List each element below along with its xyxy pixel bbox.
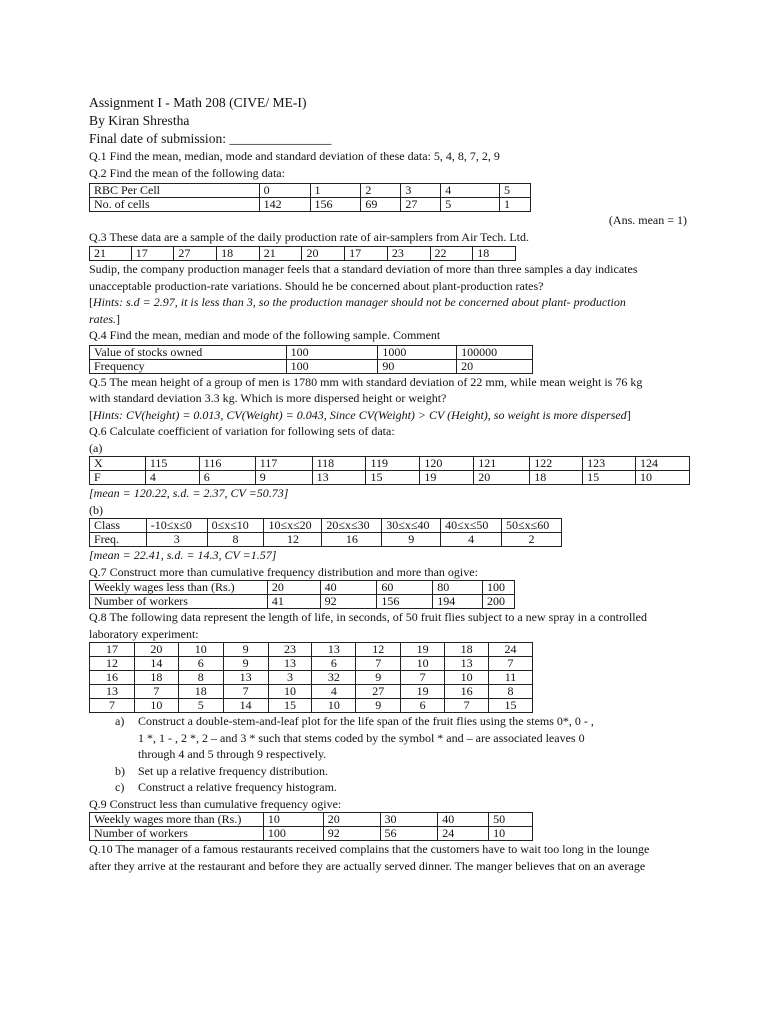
table-cell: 10 (445, 671, 489, 685)
table-row (90, 657, 533, 671)
table-cell: 6 (312, 657, 356, 671)
assignment-page (89, 94, 689, 874)
question-6: Q.6 Calculate coefficient of variation for following sets of data: (89, 424, 395, 438)
table-cell: X (90, 457, 146, 471)
table-cell: 1 (500, 198, 531, 212)
table-cell: 100 (483, 581, 515, 595)
table-cell: 8 (207, 533, 264, 547)
table-cell: 117 (255, 457, 312, 471)
table-row (90, 457, 690, 471)
table-cell: 4 (145, 471, 199, 485)
table-cell: 3 (146, 533, 207, 547)
q8-subquestions (89, 713, 689, 796)
table-cell: 18 (217, 247, 260, 261)
table-cell: 10 (263, 813, 323, 827)
list-item-text: Construct a double-stem-and-leaf plot for the life span of the fruit flies using the stems 0*, 0 - , 1 *, 1 - , 2 *, 2 – and 3 * such that stems coded by the symbol * and – are associated leaves 0 through 4 and 5 through 9 respectively. (138, 714, 594, 761)
list-item-marker: c) (115, 780, 125, 794)
table-cell: 9 (255, 471, 312, 485)
table-cell: 24 (438, 827, 489, 841)
table-cell: 23 (268, 643, 312, 657)
question-7: Q.7 Construct more than cumulative frequency distribution and more than ogive: (89, 564, 478, 579)
table-cell: 10 (268, 685, 312, 699)
question-8-line-2: laboratory experiment: (89, 626, 199, 641)
table-cell: 20 (474, 471, 530, 485)
table-cell: 10 (134, 699, 178, 713)
table-cell: 18 (445, 643, 489, 657)
table-row (90, 595, 515, 609)
table-cell: 15 (489, 699, 533, 713)
table-cell: 13 (312, 471, 366, 485)
table-cell: 200 (483, 595, 515, 609)
table-cell: 7 (134, 685, 178, 699)
table-cell: 156 (310, 198, 361, 212)
table-cell: 11 (489, 671, 533, 685)
table-cell: 10 (178, 643, 223, 657)
table-cell: 60 (377, 581, 433, 595)
table-row (90, 247, 516, 261)
table-cell: 30≤x≤40 (382, 519, 441, 533)
table-row (90, 643, 533, 657)
table-cell: 27 (174, 247, 217, 261)
table-cell: 120 (420, 457, 474, 471)
table-cell: 7 (90, 699, 135, 713)
table-cell: 5 (441, 198, 500, 212)
table-row (90, 533, 562, 547)
table-row (90, 471, 690, 485)
question-3: Q.3 These data are a sample of the daily production rate of air-samplers from Air Tech. Ltd. (89, 229, 529, 244)
table-cell: 20 (302, 247, 345, 261)
table-row (90, 359, 533, 373)
table-cell: 1000 (378, 345, 457, 359)
list-item-text: Construct a relative frequency histogram. (138, 780, 337, 794)
table-cell: 40 (438, 813, 489, 827)
table-cell: 122 (530, 457, 583, 471)
q3-hint-line-2: rates.] (89, 311, 120, 326)
table-cell: 24 (489, 643, 533, 657)
table-cell: 10 (401, 657, 445, 671)
row-header-cell: Freq. (90, 533, 147, 547)
table-cell: 15 (366, 471, 420, 485)
table-cell: 56 (380, 827, 438, 841)
table-cell: 92 (320, 595, 377, 609)
q6a-result: [mean = 120.22, s.d. = 2.37, CV =50.73] (89, 486, 289, 500)
table-cell: 7 (445, 699, 489, 713)
table-cell: 100 (263, 827, 323, 841)
table-row (90, 827, 533, 841)
table-cell: 15 (583, 471, 636, 485)
table-cell: 27 (356, 685, 401, 699)
table-cell: 17 (131, 247, 174, 261)
table-cell: 5 (500, 184, 531, 198)
table-cell: 5 (178, 699, 223, 713)
q6b-result: [mean = 22.41, s.d. = 14.3, CV =1.57] (89, 548, 277, 562)
table-cell: 41 (267, 595, 320, 609)
table-cell: 17 (90, 643, 135, 657)
table-cell: 13 (445, 657, 489, 671)
table-cell: 0≤x≤10 (207, 519, 264, 533)
table-cell: 14 (134, 657, 178, 671)
table-cell: 40≤x≤50 (441, 519, 502, 533)
table-row (90, 519, 562, 533)
table-cell: 6 (401, 699, 445, 713)
table-cell: 9 (356, 699, 401, 713)
table-cell: 69 (361, 198, 401, 212)
table-cell: 7 (223, 685, 268, 699)
table-cell: 119 (366, 457, 420, 471)
table-cell: 10≤x≤20 (264, 519, 322, 533)
table-cell: No. of cells (90, 198, 260, 212)
table-row (90, 685, 533, 699)
table-cell: 18 (473, 247, 516, 261)
table-cell: 10 (312, 699, 356, 713)
list-item (89, 763, 689, 780)
table-cell: 80 (433, 581, 483, 595)
table-cell: 9 (356, 671, 401, 685)
table-row (90, 345, 533, 359)
list-item-marker: a) (115, 714, 125, 728)
q6a-table (89, 456, 690, 485)
q4-table (89, 345, 533, 374)
table-cell: Number of workers (90, 827, 264, 841)
table-cell: 156 (377, 595, 433, 609)
table-cell: Number of workers (90, 595, 268, 609)
table-cell: 118 (312, 457, 366, 471)
table-cell: 14 (223, 699, 268, 713)
list-item-text: Set up a relative frequency distribution. (138, 763, 328, 778)
table-cell: 13 (90, 685, 135, 699)
question-8-line-1: Q.8 The following data represent the length of life, in seconds, of 50 fruit flies subject to a new spray in a controlled (89, 610, 647, 624)
list-item (89, 713, 689, 763)
table-cell: 92 (323, 827, 380, 841)
table-cell: 50≤x≤60 (502, 519, 562, 533)
question-5-line-1: Q.5 The mean height of a group of men is 1780 mm with standard deviation of 22 mm, while mean weight is 76 kg (89, 374, 643, 389)
table-cell: 4 (441, 533, 502, 547)
table-cell: 12 (264, 533, 322, 547)
table-cell: 10 (636, 471, 690, 485)
author-line: By Kiran Shrestha (89, 113, 190, 128)
table-cell: 7 (489, 657, 533, 671)
table-cell: 1 (310, 184, 361, 198)
table-cell: 115 (145, 457, 199, 471)
table-cell: 2 (361, 184, 401, 198)
table-cell: 90 (378, 359, 457, 373)
table-cell: 6 (178, 657, 223, 671)
table-cell: 16 (322, 533, 382, 547)
table-cell: 9 (223, 643, 268, 657)
table-cell: 194 (433, 595, 483, 609)
table-cell: 16 (90, 671, 135, 685)
assignment-title: Assignment I - Math 208 (CIVE/ ME-I) (89, 95, 307, 110)
table-cell: 2 (502, 533, 562, 547)
question-10-line-2: after they arrive at the restaurant and before they are actually served dinner. The manger believes that on an average (89, 858, 646, 873)
table-cell: 20≤x≤30 (322, 519, 382, 533)
table-cell: 30 (380, 813, 438, 827)
table-cell: 8 (489, 685, 533, 699)
table-cell: 40 (320, 581, 377, 595)
table-cell: RBC Per Cell (90, 184, 260, 198)
q3-table (89, 246, 516, 261)
q3-hint-line-1: [Hints: s.d = 2.97, it is less than 3, so the production manager should not be concerned about plant- production (89, 295, 626, 309)
table-cell: 4 (312, 685, 356, 699)
table-cell: 8 (178, 671, 223, 685)
table-row (90, 581, 515, 595)
table-cell: 20 (457, 359, 533, 373)
table-row (90, 198, 531, 212)
table-cell: 9 (223, 657, 268, 671)
q7-table (89, 580, 515, 609)
table-cell: 9 (382, 533, 441, 547)
q6b-table (89, 518, 562, 547)
question-1: Q.1 Find the mean, median, mode and standard deviation of these data: 5, 4, 8, 7, 2, 9 (89, 149, 500, 163)
q2-table (89, 183, 531, 212)
table-cell: 18 (178, 685, 223, 699)
table-cell: Weekly wages more than (Rs.) (90, 813, 264, 827)
q6-part-a-label: (a) (89, 440, 103, 455)
table-cell: 124 (636, 457, 690, 471)
table-cell: -10≤x≤0 (146, 519, 207, 533)
q3-paragraph-line-2: unacceptable production-rate variations. Should he be concerned about plant-production rates? (89, 278, 544, 293)
table-cell: 27 (401, 198, 441, 212)
table-cell: 17 (345, 247, 388, 261)
submission-date-line: Final date of submission: _______________ (89, 131, 332, 146)
q2-answer: (Ans. mean = 1) (608, 213, 687, 227)
question-10-line-1: Q.10 The manager of a famous restaurants received complains that the customers have to wait too long in the lounge (89, 842, 650, 856)
question-4: Q.4 Find the mean, median and mode of the following sample. Comment (89, 328, 441, 342)
table-cell: 116 (199, 457, 255, 471)
table-cell: 50 (489, 813, 533, 827)
question-9: Q.9 Construct less than cumulative frequency ogive: (89, 796, 342, 811)
table-cell: 100 (286, 345, 378, 359)
table-cell: 13 (312, 643, 356, 657)
table-cell: 20 (323, 813, 380, 827)
table-cell: 20 (134, 643, 178, 657)
table-cell: 7 (401, 671, 445, 685)
table-cell: 21 (90, 247, 132, 261)
table-row (90, 813, 533, 827)
list-item (89, 779, 689, 796)
table-cell: 15 (268, 699, 312, 713)
table-cell: 121 (474, 457, 530, 471)
table-cell: F (90, 471, 146, 485)
q9-table (89, 812, 533, 841)
table-cell: 18 (134, 671, 178, 685)
table-cell: Value of stocks owned (90, 345, 287, 359)
table-cell: 4 (441, 184, 500, 198)
table-cell: 0 (259, 184, 310, 198)
table-cell: 19 (401, 685, 445, 699)
table-cell: 100000 (457, 345, 533, 359)
question-2: Q.2 Find the mean of the following data: (89, 165, 285, 180)
table-cell: 3 (401, 184, 441, 198)
table-cell: 13 (223, 671, 268, 685)
table-cell: 12 (356, 643, 401, 657)
table-cell: 10 (489, 827, 533, 841)
table-cell: 21 (259, 247, 302, 261)
table-cell: 22 (430, 247, 473, 261)
table-cell: 32 (312, 671, 356, 685)
table-row (90, 184, 531, 198)
list-item-marker: b) (115, 763, 125, 778)
table-cell: 7 (356, 657, 401, 671)
table-cell: 13 (268, 657, 312, 671)
table-cell: Weekly wages less than (Rs.) (90, 581, 268, 595)
table-cell: 19 (420, 471, 474, 485)
row-header-cell: Class (90, 519, 147, 533)
q6-part-b-label: (b) (89, 502, 103, 517)
table-cell: 100 (286, 359, 378, 373)
table-cell: 20 (267, 581, 320, 595)
question-5-line-2: with standard deviation 3.3 kg. Which is more dispersed height or weight? (89, 391, 447, 405)
table-cell: 19 (401, 643, 445, 657)
table-cell: 3 (268, 671, 312, 685)
q3-paragraph-line-1: Sudip, the company production manager feels that a standard deviation of more than three samples a day indicates (89, 262, 638, 276)
q8-table (89, 642, 533, 713)
table-cell: 142 (259, 198, 310, 212)
table-cell: Frequency (90, 359, 287, 373)
table-cell: 6 (199, 471, 255, 485)
table-row (90, 699, 533, 713)
table-cell: 18 (530, 471, 583, 485)
q5-hint: [Hints: CV(height) = 0.013, CV(Weight) = 0.043, Since CV(Weight) > CV (Height), so weight is more dispersed] (89, 407, 631, 422)
table-row (90, 671, 533, 685)
table-cell: 12 (90, 657, 135, 671)
table-cell: 23 (387, 247, 430, 261)
table-cell: 123 (583, 457, 636, 471)
table-cell: 16 (445, 685, 489, 699)
